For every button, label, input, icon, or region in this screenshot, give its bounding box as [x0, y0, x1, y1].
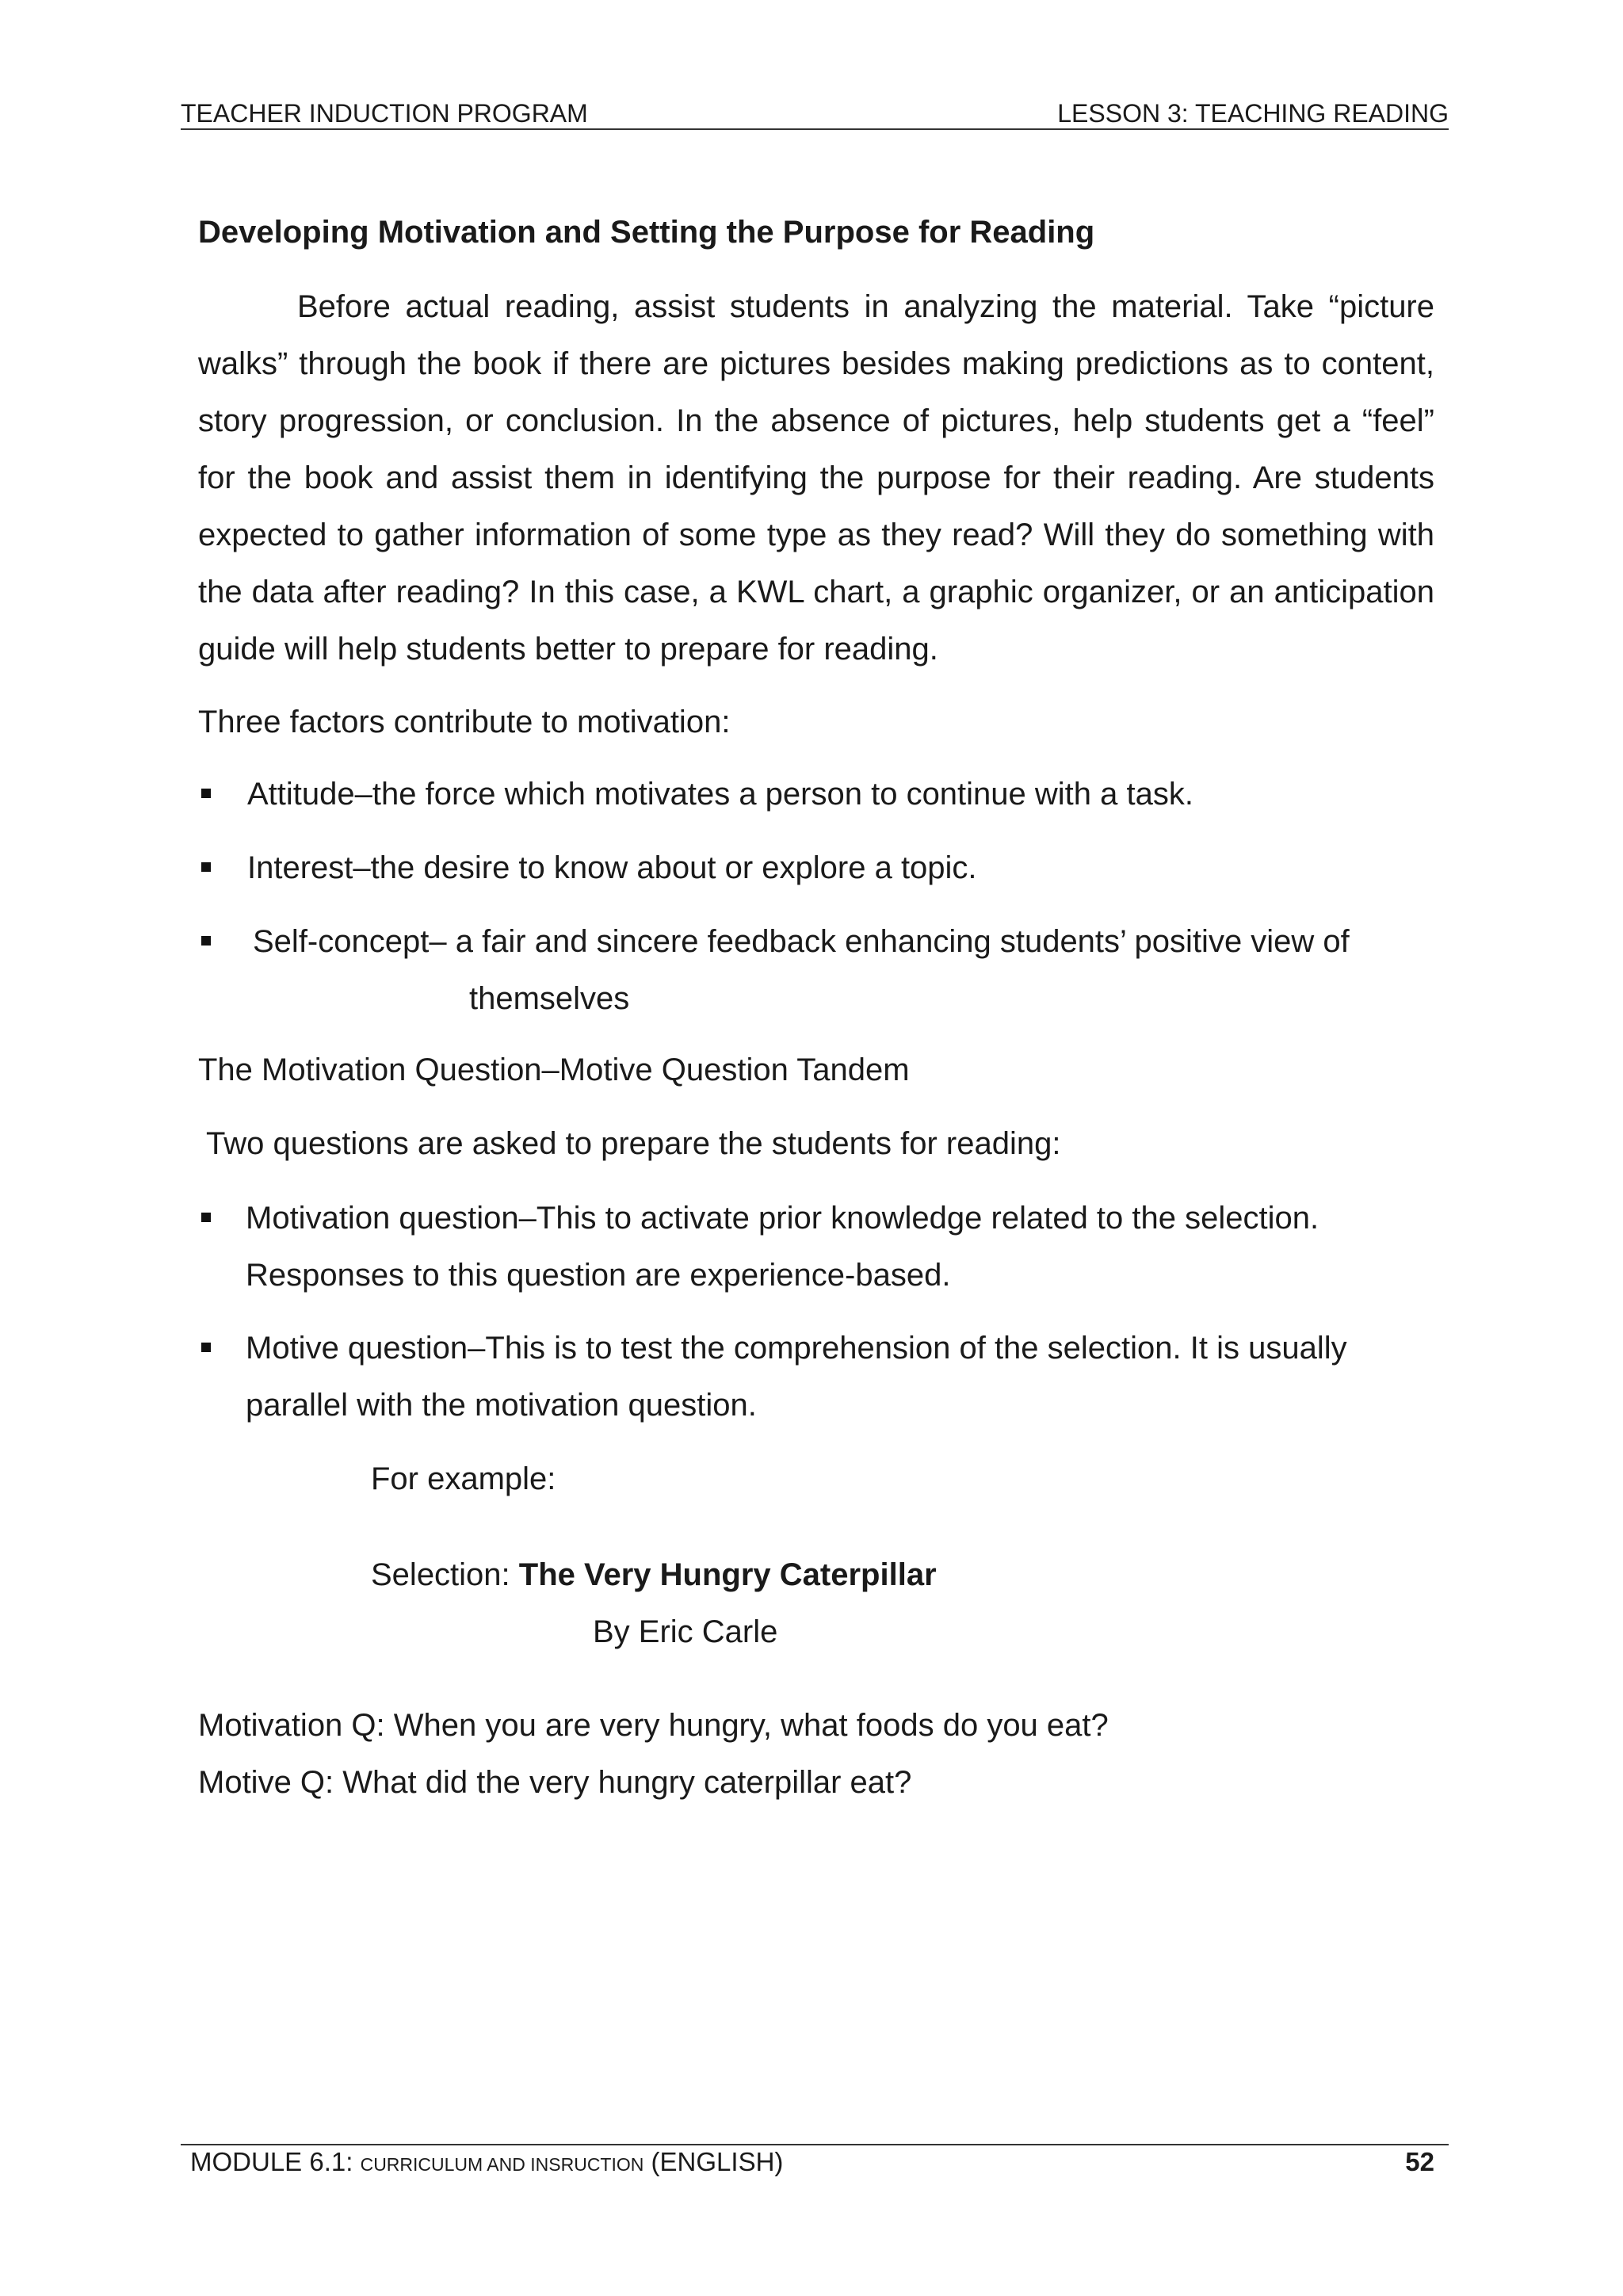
footer-module-label [190, 2146, 783, 2180]
motive-question-definition: Motive question–This is to test the comprehension of the selection. It is usually [246, 1331, 1347, 1366]
footer-module-prefix: MODULE 6.1: [190, 2147, 353, 2176]
page-number: 52 [1405, 2147, 1434, 2176]
selection-author: By Eric Carle [593, 1614, 778, 1649]
motivation-question-definition: Motivation question–This to activate prior knowledge related to the selection. [246, 1201, 1319, 1236]
factor-interest: Interest–the desire to know about or explore a topic. [247, 850, 977, 885]
footer-module-subject: CURRICULUM AND INSRUCTION [360, 2154, 644, 2175]
selection-label: Selection: [371, 1557, 510, 1592]
example-selection [371, 1556, 937, 1594]
tandem-title: The Motivation Question–Motive Question Tandem [198, 1052, 910, 1087]
bullet-marker [201, 789, 211, 798]
footer-divider [181, 2144, 1449, 2145]
bullet-marker [201, 1343, 211, 1352]
bullet-marker [201, 936, 211, 946]
footer-module-suffix: (ENGLISH) [651, 2147, 784, 2176]
factor-self-concept-continued: themselves [469, 981, 630, 1016]
motive-q-example: Motive Q: What did the very hungry caterpillar eat? [198, 1765, 912, 1800]
motivation-question-definition-continued: Responses to this question are experience-based. [246, 1258, 951, 1293]
example-intro: For example: [371, 1461, 556, 1496]
header-lesson-title: LESSON 3: TEACHING READING [1057, 99, 1449, 128]
bullet-marker [201, 862, 211, 872]
factor-attitude: Attitude–the force which motivates a person to continue with a task. [247, 777, 1193, 812]
header-program-title: TEACHER INDUCTION PROGRAM [181, 99, 588, 128]
bullet-marker [201, 1213, 211, 1222]
section-heading: Developing Motivation and Setting the Purpose for Reading [198, 215, 1095, 250]
factor-self-concept: Self-concept– a fair and sincere feedback enhancing students’ positive view of [253, 924, 1350, 959]
factors-intro: Three factors contribute to motivation: [198, 705, 731, 739]
motivation-q-example: Motivation Q: When you are very hungry, what foods do you eat? [198, 1708, 1109, 1743]
intro-paragraph: Before actual reading, assist students in analyzing the material. Take “picture walks” through the book if there are pictures besides making predictions as to content, story progression, or conclusion. In the absence of pictures, help students get a “feel” for the book and assist them in identifying the purpose for their reading. Are students expected to gather information of some type as they read? Will they do something with the data after reading? In this case, a KWL chart, a graphic organizer, or an anticipation guide will help students better to prepare for reading. [198, 289, 1434, 667]
selection-title: The Very Hungry Caterpillar [518, 1557, 937, 1592]
motive-question-definition-continued: parallel with the motivation question. [246, 1388, 757, 1423]
tandem-intro: Two questions are asked to prepare the students for reading: [206, 1126, 1061, 1161]
header-divider [181, 128, 1449, 130]
